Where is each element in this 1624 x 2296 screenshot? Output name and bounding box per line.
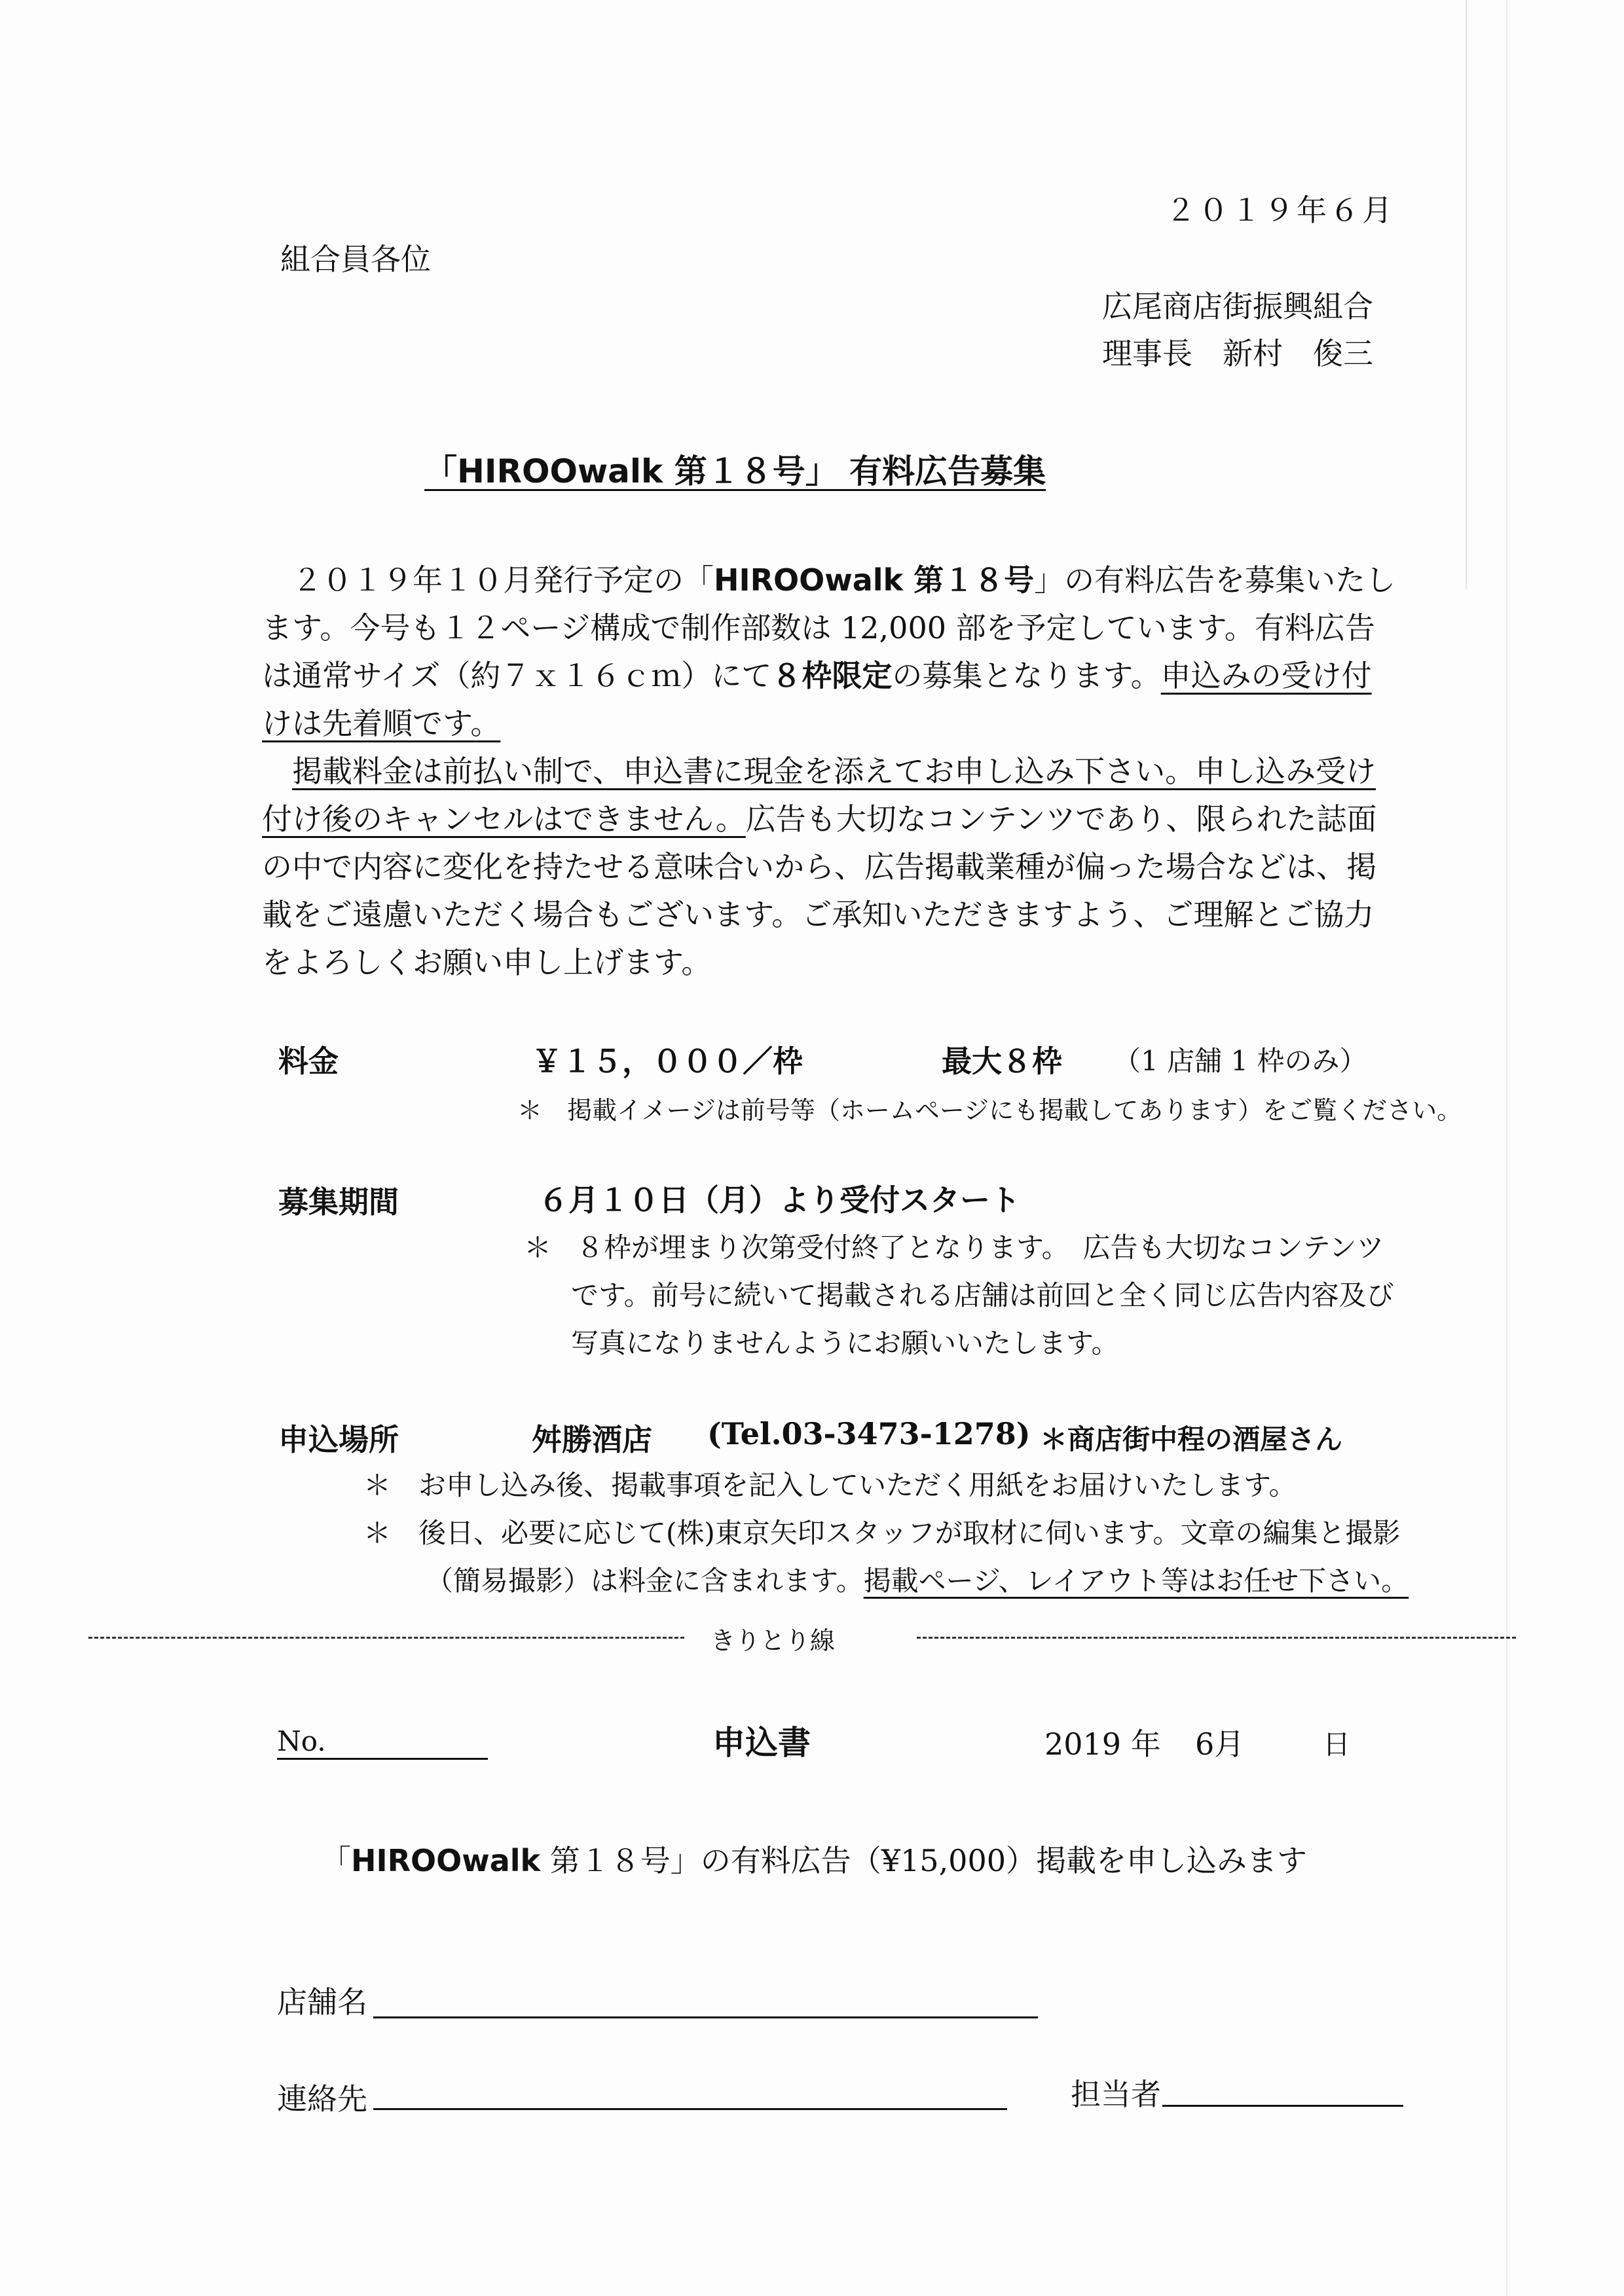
- period-note-line1: ８枠が埋まり次第受付終了となります。 広告も大切なコンテンツ: [576, 1231, 1384, 1264]
- prepay-note: 掲載料金は前払い制で、申込書に現金を添えてお申し込み下さい。申し込み受け付け後のキャンセルはできません。: [262, 754, 1376, 837]
- first-come-note: 申込みの受け付けは先着順です。: [262, 658, 1372, 741]
- form-number-field[interactable]: [277, 1758, 488, 1760]
- period-label: 募集期間: [278, 1184, 399, 1220]
- period-note-line2: です。前号に続いて掲載される店舗は前回と全く同じ広告内容及び: [571, 1279, 1394, 1311]
- fee-max-slots: 最大８枠: [942, 1044, 1062, 1079]
- place-description: ＊商店街中程の酒屋さん: [1040, 1423, 1343, 1455]
- form-year: 2019 年: [1044, 1726, 1161, 1762]
- statement-rest: 第１８号」の有料広告（¥15,000）掲載を申し込みます: [540, 1843, 1307, 1878]
- form-number-label: No.: [277, 1725, 326, 1757]
- form-month: 6月: [1195, 1726, 1245, 1762]
- statement-open: 「: [321, 1843, 351, 1878]
- payment-rest: 広告も大切なコンテンツであり、限られた誌面の中で内容に変化を持たせる意味合いから、広告掲載業種が偏った場合などは、掲載をご遠慮いただく場合もございます。ご承知いただきますよう、ご理解とご協力をよろしくお願い申し上げます。: [262, 801, 1377, 980]
- intro-paragraph: [262, 556, 1401, 748]
- person-in-charge-field[interactable]: [1162, 2105, 1403, 2107]
- period-start: ６月１０日（月）より受付スタート: [538, 1182, 1020, 1218]
- issue-date: ２０１９年６月: [1166, 192, 1395, 228]
- cut-line-left: [88, 1637, 684, 1639]
- scan-edge-line: [1466, 0, 1467, 589]
- intro-text-c: の募集となります。: [892, 658, 1161, 693]
- fee-note: ＊ 掲載イメージは前号等（ホームページにも掲載してあります）をご覧ください。: [517, 1096, 1462, 1125]
- period-note-star: ＊: [524, 1231, 552, 1264]
- fee-limit: （1 店舗 1 枠のみ）: [1113, 1045, 1367, 1077]
- place-tel: (Tel.03-3473-1278): [707, 1416, 1031, 1451]
- contact-field[interactable]: [373, 2108, 1007, 2110]
- place-note-3-underlined: 掲載ページ、レイアウト等はお任せ下さい。: [863, 1565, 1409, 1597]
- brand-name: HIROOwalk 第１８号: [714, 562, 1035, 598]
- signer-name: 理事長 新村 俊三: [1102, 336, 1373, 371]
- statement-brand: HIROOwalk: [351, 1843, 541, 1878]
- application-statement: [321, 1837, 1307, 1880]
- shop-name-label: 店舗名: [277, 1984, 367, 2020]
- payment-paragraph: [262, 748, 1401, 987]
- cut-line-right: [917, 1637, 1516, 1639]
- organization-name: 広尾商店街振興組合: [1102, 289, 1373, 324]
- scan-edge-line: [1506, 0, 1507, 2296]
- place-note-1: ＊ お申し込み後、掲載事項を記入していただく用紙をお届けいたします。: [363, 1469, 1297, 1501]
- form-day: 日: [1323, 1728, 1351, 1760]
- intro-text-a: ２０１９年１０月発行予定の「: [292, 562, 714, 598]
- page-title: 「HIROOwalk 第１８号」 有料広告募集: [424, 452, 1046, 490]
- cut-line-label: きりとり線: [710, 1626, 836, 1655]
- period-note-line3: 写真になりませんようにお願いいたします。: [571, 1327, 1119, 1359]
- intro-text-b: 」の有料広告を募集いたします。今号も１２ページ構成で制作部数は 12,000 部を予定しています。有料広告は通常サイズ（約７ｘ１６ｃｍ）にて: [262, 562, 1396, 693]
- place-note-2: ＊ 後日、必要に応じて(株)東京矢印スタッフが取材に伺います。文章の編集と撮影: [363, 1517, 1401, 1549]
- shop-name-field[interactable]: [373, 2016, 1038, 2018]
- fee-label: 料金: [278, 1044, 339, 1079]
- contact-label: 連絡先: [277, 2081, 367, 2117]
- person-in-charge-label: 担当者: [1071, 2077, 1161, 2112]
- place-label: 申込場所: [278, 1422, 399, 1457]
- place-note-3: [426, 1559, 1409, 1599]
- slot-limit: ８枠限定: [771, 658, 893, 693]
- recipient: 組合員各位: [280, 242, 431, 277]
- fee-price: ￥１５，０００／枠: [532, 1044, 803, 1079]
- place-note-3-text: （簡易撮影）は料金に含まれます。: [426, 1565, 864, 1597]
- place-shop: 舛勝酒店: [532, 1422, 652, 1457]
- form-title: 申込書: [712, 1723, 811, 1762]
